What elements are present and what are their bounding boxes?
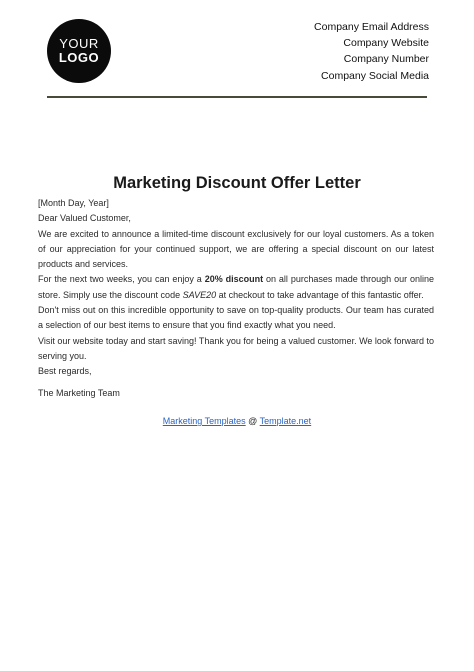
header-divider	[47, 96, 427, 98]
offer-text-after: at checkout to take advantage of this fantastic offer.	[216, 289, 424, 300]
company-contact-block	[314, 19, 429, 84]
letter-date: [Month Day, Year]	[38, 198, 109, 208]
letter-title: Marketing Discount Offer Letter	[113, 174, 361, 192]
marketing-templates-link[interactable]: Marketing Templates	[162, 416, 246, 426]
logo-text-your: YOUR	[59, 36, 99, 52]
letter-salutation: Dear Valued Customer,	[38, 213, 131, 224]
offer-text-before: For the next two weeks, you can enjoy a	[38, 274, 205, 285]
company-logo	[47, 19, 111, 83]
letter-paragraph-visit: Visit our website today and start saving! Thank you for being a valued customer. We look forward to serving you.	[38, 335, 434, 361]
letter-signature: The Marketing Team	[38, 387, 120, 398]
company-number: Company Number	[343, 53, 429, 66]
logo-text-logo: LOGO	[58, 50, 100, 65]
letter-body	[38, 196, 434, 401]
offer-text-middle: on all purchases made through our online store. Simply use the discount code	[38, 274, 435, 300]
letter-paragraph-offer	[38, 272, 434, 303]
letter-closing: Best regards,	[38, 366, 92, 377]
letter-paragraph-intro: We are excited to announce a limited-time discount exclusively for our loyal customers. As a token of our appreciation for your continued support, we are offering a special discount on our latest products and services.	[38, 228, 434, 270]
discount-code: SAVE20	[182, 289, 217, 300]
company-social-media: Company Social Media	[321, 69, 429, 82]
discount-highlight: 20% discount	[204, 274, 264, 285]
footer-attribution	[0, 416, 474, 426]
company-email: Company Email Address	[314, 21, 429, 33]
company-website: Company Website	[343, 37, 429, 50]
footer-separator: @	[245, 416, 260, 426]
letter-paragraph-opportunity: Don't miss out on this incredible opportunity to save on top-quality products. Our team has curated a selection of our best items to ensure that you find exactly what you need.	[38, 305, 434, 331]
template-net-link[interactable]: Template.net	[259, 416, 312, 426]
